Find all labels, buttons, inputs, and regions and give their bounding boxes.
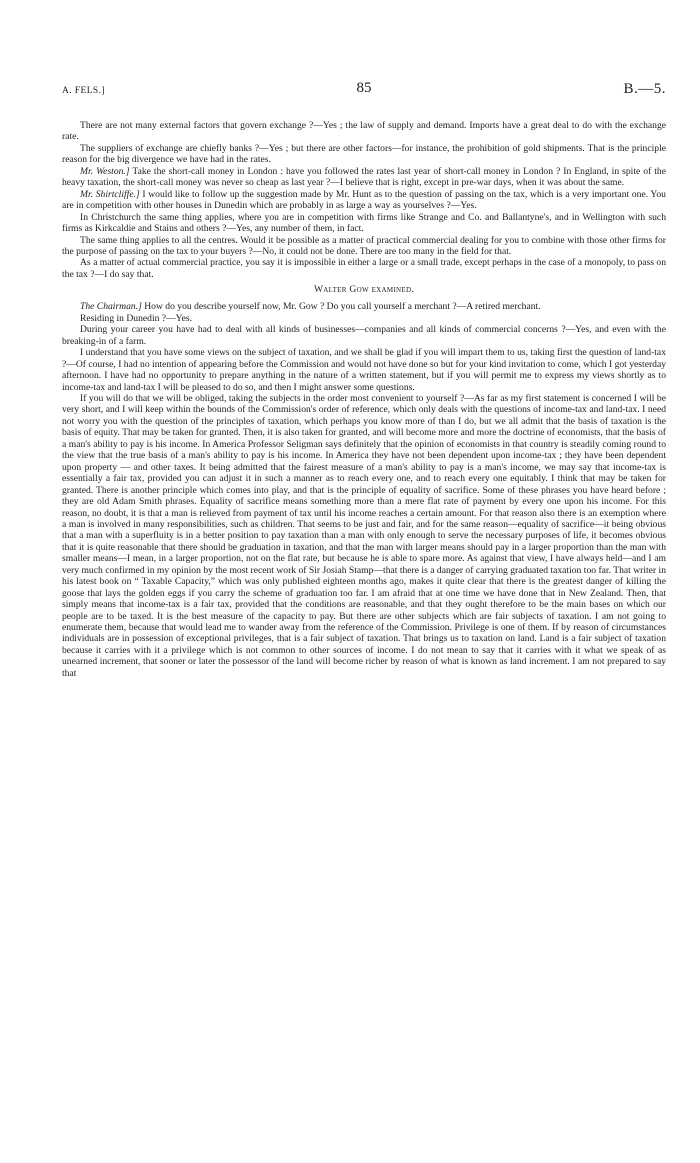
document-body [62, 120, 666, 679]
paragraph-text: During your career you have had to deal with all kinds of businesses—companies and all kinds of commercial concerns ?—Yes, and even with the breaking-in of a farm. [62, 324, 666, 347]
document-page [62, 80, 666, 679]
paragraph-text: I would like to follow up the suggestion made by Mr. Hunt as to the question of passing on the tax, which is a very important one. You are in competition with other houses in Dunedin which are probably in as large a way as yourselves ?—Yes. [62, 188, 666, 212]
paragraph-text: There are not many external factors that govern exchange ?—Yes ; the law of supply and demand. Imports have a great deal to do with the exchange rate. [62, 120, 666, 143]
section-heading: Walter Gow examined. [313, 284, 415, 296]
speaker-label: Mr. Weston.] [80, 165, 130, 177]
paragraph [62, 166, 666, 189]
paragraph-text: The suppliers of exchange are chiefly banks ?—Yes ; but there are other factors—for instance, the prohibition of gold shipments. That is the principle reason for the big divergence we have had in the rates. [62, 142, 666, 166]
testimony-block-fels [62, 120, 666, 280]
paragraph [62, 393, 666, 679]
page-header [62, 80, 666, 106]
paragraph-text: As a matter of actual commercial practice, you say it is impossible in either a large or a small trade, except perhaps in the case of a monopoly, to pass on the tax ?—I do say that. [62, 257, 666, 280]
witness-name: A. FELS.] [62, 86, 105, 96]
paragraph-text: Take the short-call money in London : have you followed the rates last year of short-call money in London ? In England, in spite of the heavy taxation, the short-call money was never so cheap as last year ?—I believe that is right, except in pre-war days, when it was about the same. [62, 165, 666, 189]
paragraph [62, 301, 666, 312]
paragraph-text: If you will do that we will be obliged, taking the subjects in the order most convenient to yourself ?—As far as my first statement is concerned I will be very short, and I will keep within the bounds of the Commission's order of reference, which only deals with the questions of income-tax and land-tax. I need not worry you with the question of the principles of taxation, which perhaps you know more of than I do, but we all admit that the basis of taxation is the basis of equity. That may be taken for granted. Then, it is also taken for granted, and will become more and more the doctrine of economists, that the basis of a man's ability to pay is his income. In America Professor Seligman says definitely that the opinion of economists in that country is steadily coming round to the view that the true basis of a man's ability to pay is his income. In America they have not been dependent upon income-tax ; they have been dependent upon property — and other taxes. It being admitted that the fairest measure of a man's ability to pay is a man's income, we may say that income-tax is essentially a fair tax, provided you can adjust it in such a manner as to reach every one, and to reach every one equitably. I think that may be taken for granted. There is another principle which comes into play, and that is the principle of equality of sacrifice. Some of these phrases you have heard before ; they are old Adam Smith phrases. Equality of sacrifice means something more than a mere flat rate of payment by every one upon his income. For this reason, no doubt, it is that a man is relieved from payment of tax until his income reaches a certain amount. For that reason also there is an exemption where a man is involved in many responsibilities, such as children. That seems to be just and fair, and for the same reason—equality of sacrifice—it being obvious that a man with a superfluity is in a better position to pay taxation than a man with only enough to serve the necessary purposes of life, it becomes obvious that it is quite reasonable that there should be graduation in taxation, and that the man with larger means should pay in a larger proportion than the man with smaller means—I mean, in a larger proportion, not on the flat rate, but because he is able to spare more. As against that view, I have always held—and I am very much confirmed in my opinion by the most recent work of Sir Josiah Stamp—that there is a danger of carrying graduated taxation too far. That writer in his latest book on “ Taxable Capacity,” which was only published eighteen months ago, makes it quite clear that there is the greatest danger of killing the goose that lays the golden eggs if you carry the scheme of graduation too far. I am afraid that at one time we have done that in New Zealand. Then, that simply means that income-tax is a fair tax, provided that the conditions are reasonable, and that they ought therefore to be the main bases on which our people are to be taxed. It is the best measure of the capacity to pay. But there are other subjects which are fair subjects of taxation. I am not going to enumerate them, because that would lead me to wander away from the reference of the Commission. Privilege is one of them. If by reason of circumstances individuals are in possession of exceptional privileges, that is a fair subject of taxation. That brings us to taxation on land. Land is a fair subject of taxation because it carries with it a privilege which is not common to other sources of income. I do not mean to say that it carries with it what we speak of as unearned increment, that sooner or later the possessor of the land will become richer by reason of what is known as land increment. I am not prepared to say that [62, 392, 666, 679]
paragraph-text: I understand that you have some views on the subject of taxation, and we shall be glad if you will impart them to us, taking first the question of land-tax ?—Of course, I had no intention of appearing before the Commission and would not have done so but for your kind invitation to come, which I got yesterday afternoon. I have had no opportunity to prepare anything in the nature of a written statement, but if you will permit me to express my views shortly as to income-tax and land-tax I will be pleased to do so, and then I might answer some questions. [62, 347, 667, 393]
paragraph [62, 189, 666, 212]
paragraph [62, 257, 666, 280]
speaker-label: Mr. Shirtcliffe.] [80, 188, 140, 200]
paragraph-text: In Christchurch the same thing applies, where you are in competition with firms like Strange and Co. and Ballantyne's, and in Wellington with such firms as Kirkcaldie and Stains and others ?—Yes, any number of them, in fact. [62, 211, 666, 235]
page-number: 85 [356, 80, 372, 96]
testimony-block-gow [62, 301, 666, 679]
document-reference: B.—5. [623, 81, 666, 97]
speaker-label: The Chairman.] [80, 301, 142, 313]
paragraph [62, 347, 666, 393]
paragraph-text: How do you describe yourself now, Mr. Gow ? Do you call yourself a merchant ?—A retired merchant. [141, 301, 541, 313]
paragraph [62, 235, 666, 258]
paragraph [62, 212, 666, 235]
paragraph [62, 313, 666, 324]
paragraph [62, 143, 666, 166]
paragraph-text: Residing in Dunedin ?—Yes. [80, 312, 193, 324]
paragraph-text: The same thing applies to all the centres. Would it be possible as a matter of practical commercial dealing for you to combine with those other firms for the purpose of passing on the tax to your buyers ?—No, it could not be done. There are too many in the field for that. [62, 234, 666, 257]
paragraph [62, 324, 666, 347]
paragraph [62, 120, 666, 143]
